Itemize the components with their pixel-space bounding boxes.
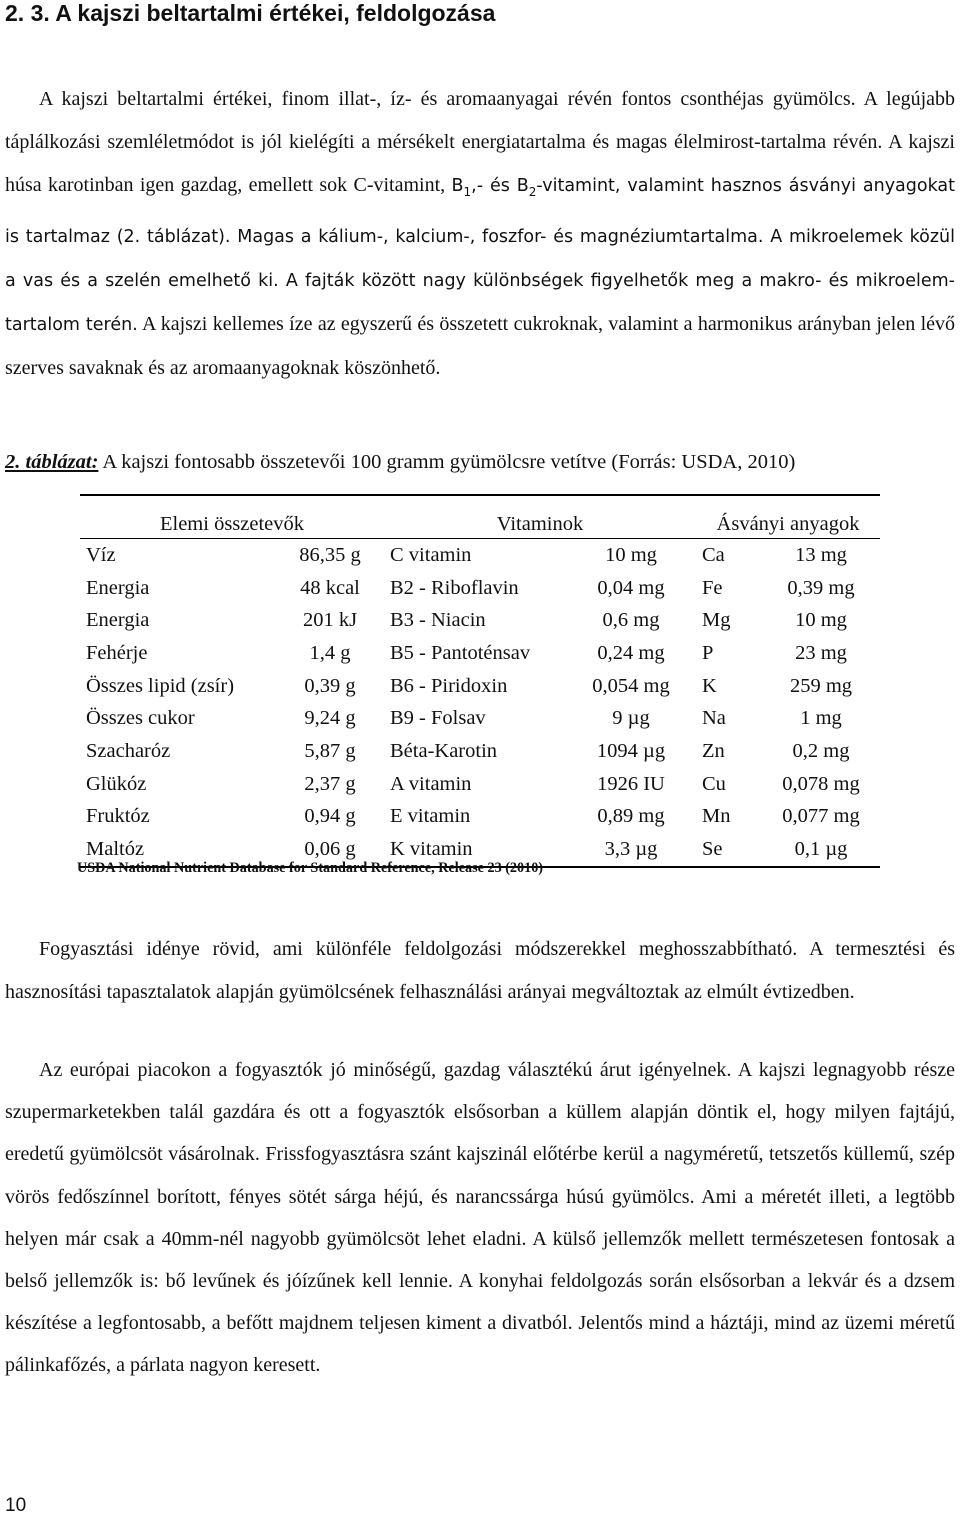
mineral-value: 259 mg: [789, 674, 853, 697]
vitamin-value: 1926 IU: [597, 772, 665, 795]
section-heading: 2. 3. A kajszi beltartalmi értékei, feldolgozása: [5, 0, 496, 26]
table-row: [80, 735, 880, 768]
component-name: Maltóz: [80, 833, 276, 867]
market-paragraph: [5, 1049, 955, 1387]
table-row: [80, 539, 880, 572]
mineral-name: Mg: [702, 609, 731, 632]
mineral-value: 0,078 mg: [782, 772, 860, 795]
component-name: Víz: [86, 543, 116, 566]
header-elements: Elemi összetevők: [80, 495, 384, 539]
vitamin-name: B9 - Folsav: [390, 707, 486, 730]
vitamin-value: 0,054 mg: [592, 674, 670, 697]
vitamin-value: 10 mg: [605, 543, 657, 566]
table-source-note: USDA National Nutrient Database for Standard Reference, Release 23 (2010): [77, 860, 544, 876]
table-caption-label: 2. táblázat:: [5, 451, 99, 473]
component-name: Összes cukor: [86, 707, 195, 730]
mineral-value: 0,077 mg: [782, 805, 860, 828]
vitamin-name: E vitamin: [390, 805, 471, 828]
component-value: 2,37 g: [304, 772, 356, 795]
nutrient-table: [80, 494, 880, 868]
mineral-name: Mn: [702, 805, 731, 828]
mineral-value: 10 mg: [795, 609, 847, 632]
table-row: [80, 801, 880, 834]
component-value: 48 kcal: [300, 576, 360, 599]
table-header-row: [80, 495, 880, 539]
vitamin-name: B3 - Niacin: [390, 609, 486, 632]
market-text: Az európai piacokon a fogyasztók jó minőségű, gazdag választékú árut igényelnek. A kajszi legnagyobb része szupermarketekben talál gazdára és ott a fogyasztók elsősorban a küllem alapján döntik el, hogy milyen fajtájú, eredetű gyümölcsöt vásárolnak. Frissfogyasztásra szánt kajszinál előtérbe kerül a nagyméretű, tetszetős küllemű, szép vörös fedőszínnel borított, fényes sötét sárga héjú, és narancssárga húsú gyümölcs. Ami a méretét illeti, a legtöbb helyen már csak a 40mm-nél nagyobb gyümölcsöt lehet eladni. A külső jellemzők mellett természetesen fontosak a belső jellemzők is: bő levűnek és jóízűnek kell lennie. A konyhai feldolgozás során elsősorban a lekvár és a dzsem készítése a legfontosabb, a befőtt majdnem teljesen kiment a divatból. Jelentős mind a háztáji, mind az üzemi méretű pálinkafőzés, a párlata nagyon keresett.: [5, 1059, 955, 1377]
component-value: 0,94 g: [304, 805, 356, 828]
consumption-paragraph: [5, 928, 955, 1014]
intro-paragraph: [5, 78, 955, 390]
header-vitamins: Vitaminok: [384, 495, 696, 539]
intro-text-b: B: [451, 176, 464, 197]
intro-text-2: ,- és B: [471, 176, 529, 197]
vitamin-value: 0,04 mg: [597, 576, 665, 599]
vitamin-name: B5 - Pantoténsav: [390, 641, 531, 664]
mineral-value: 23 mg: [795, 641, 847, 664]
component-value: 0,39 g: [304, 674, 356, 697]
mineral-value: 13 mg: [795, 543, 847, 566]
vitamin-value: 0,6 mg: [602, 609, 660, 632]
vitamin-value: 1094 µg: [596, 739, 666, 762]
component-name: Szacharóz: [86, 739, 171, 762]
mineral-name: Fe: [702, 576, 723, 599]
mineral-name: Cu: [702, 772, 726, 795]
header-minerals: Ásványi anyagok: [696, 495, 880, 539]
intro-text-1: A kajszi beltartalmi értékei, finom illat-, íz- és aromaanyagai révén fontos csonthéjas gyümölcs. A legújabb táplálkozási szemléletmódot is jól kielégíti a mérsékelt energiatartalma és magas élelmirost-tartalma révén. A kajszi húsa karotinban igen gazdag, emellett sok C-vitamint,: [5, 88, 955, 197]
mineral-name: Na: [702, 707, 726, 730]
component-value: 201 kJ: [302, 609, 358, 632]
table-row: [80, 637, 880, 670]
table-row: [80, 768, 880, 801]
component-name: Glükóz: [86, 772, 147, 795]
mineral-value: 1 mg: [800, 707, 842, 730]
vitamin-name: B2 - Riboflavin: [390, 576, 519, 599]
mineral-name: Se: [696, 833, 762, 867]
component-name: Összes lipid (zsír): [86, 674, 235, 697]
component-value: 9,24 g: [304, 707, 356, 730]
table-row: [80, 604, 880, 637]
table-caption-text: A kajszi fontosabb összetevői 100 gramm gyümölcsre vetítve (Forrás: USDA, 2010): [98, 451, 796, 473]
component-name: Fehérje: [86, 641, 148, 664]
component-value: 0,06 g: [276, 833, 384, 867]
component-value: 1,4 g: [309, 641, 351, 664]
vitamin-name: A vitamin: [390, 772, 472, 795]
table-caption: [5, 451, 795, 474]
component-name: Energia: [86, 609, 150, 632]
table-row: [80, 670, 880, 703]
vitamin-name: K vitamin: [384, 833, 566, 867]
component-name: Fruktóz: [86, 805, 150, 828]
mineral-name: Zn: [702, 739, 725, 762]
vitamin-value: 0,89 mg: [597, 805, 665, 828]
component-name: Energia: [86, 576, 150, 599]
intro-text-3: -vitamint, valamint hasznos ásványi anyagokat is tartalmaz (2. táblázat). Magas a kálium-, kalcium-, foszfor- és magnéziumtartalma. A mikroelemek közül a vas és a szelén emelhető ki. A fajták között nagy különbségek figyelhetők meg a makro- és mikroelem-tartalom terén.: [5, 176, 955, 336]
vitamin-name: Béta-Karotin: [390, 739, 498, 762]
page-number: 10: [5, 1495, 27, 1516]
mineral-value: 0,39 mg: [787, 576, 855, 599]
mineral-name: K: [702, 674, 717, 697]
mineral-name: P: [702, 641, 714, 664]
mineral-value: 0,1 µg: [762, 833, 880, 867]
component-value: 5,87 g: [304, 739, 356, 762]
table-row: [80, 572, 880, 605]
mineral-name: Ca: [702, 543, 725, 566]
intro-sub-1: 1: [463, 185, 472, 200]
vitamin-name: C vitamin: [390, 543, 472, 566]
vitamin-value: 3,3 µg: [566, 833, 696, 867]
intro-sub-2: 2: [528, 185, 537, 200]
vitamin-value: 0,24 mg: [597, 641, 665, 664]
vitamin-name: B6 - Piridoxin: [390, 674, 508, 697]
component-value: 86,35 g: [299, 543, 361, 566]
intro-text-4: A kajszi kellemes íze az egyszerű és összetett cukroknak, valamint a harmonikus arányban jelen lévő szerves savaknak és az aromaanyagoknak köszönhető.: [5, 313, 956, 380]
mineral-value: 0,2 mg: [792, 739, 850, 762]
vitamin-value: 9 µg: [612, 707, 650, 730]
table-row: [80, 702, 880, 735]
consumption-text: Fogyasztási idénye rövid, ami különféle feldolgozási módszerekkel meghosszabbítható. A termesztési és hasznosítási tapasztalatok alapján gyümölcsének felhasználási arányai megváltoztak az elmúlt évtizedben.: [5, 938, 955, 1004]
